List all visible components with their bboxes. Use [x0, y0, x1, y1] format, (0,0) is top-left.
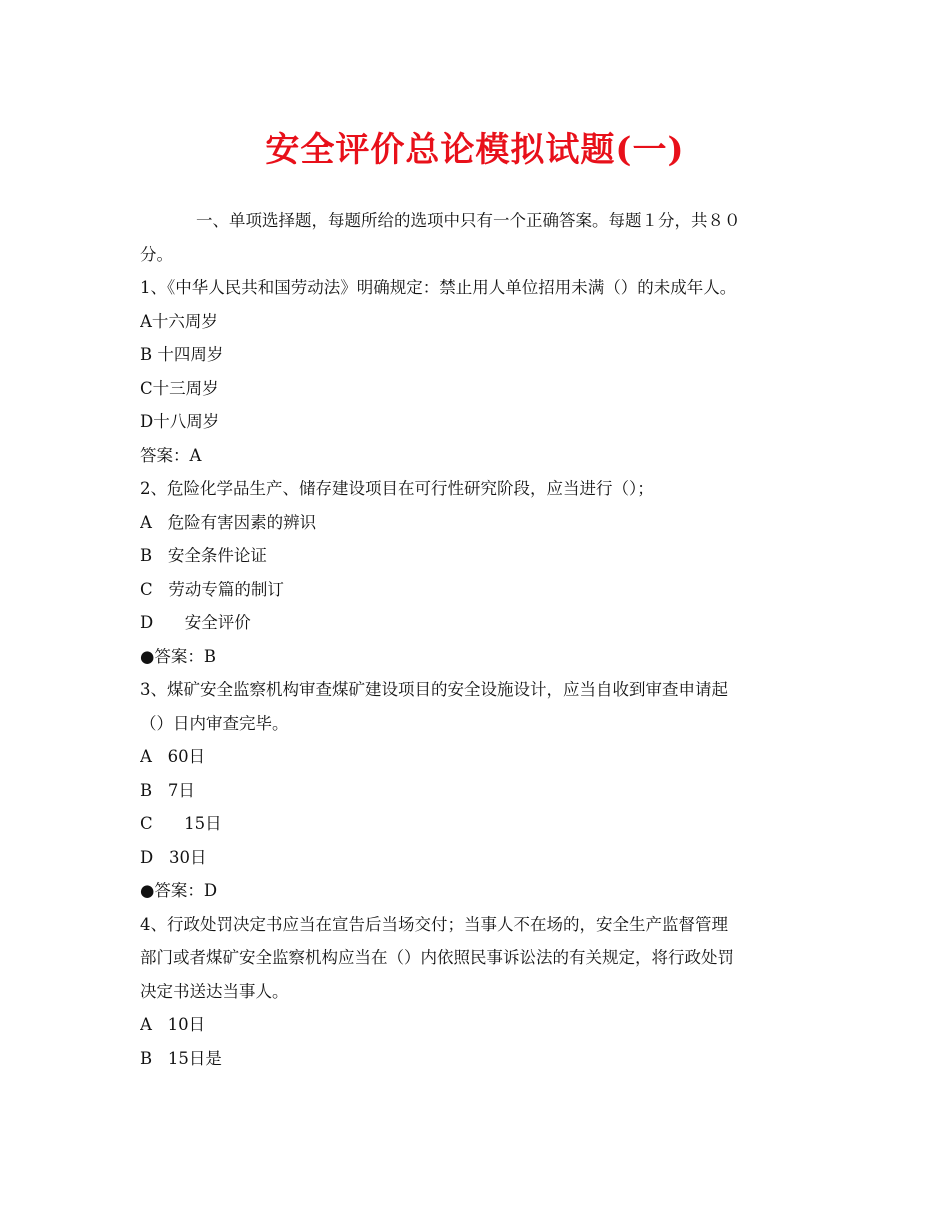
section-heading-cont: 分。 — [140, 244, 173, 264]
question-1: 1、《中华人民共和国劳动法》明确规定：禁止用人单位招用未满（）的未成年人。 — [140, 278, 737, 297]
document-title: 安全评价总论模拟试题(一) — [265, 130, 685, 170]
q2-option-c: C 劳动专篇的制订 — [140, 579, 284, 599]
q2-option-d: D 安全评价 — [140, 613, 251, 632]
q2-option-b: B 安全条件论证 — [140, 546, 267, 565]
question-4: 4、行政处罚决定书应当在宣告后当场交付；当事人不在场的，安全生产监督管理 — [140, 914, 728, 934]
q2-answer: ●答案：B — [140, 646, 217, 666]
q4-option-b: B 15日是 — [140, 1048, 222, 1068]
question-4-cont-1: 部门或者煤矿安全监察机构应当在（）内依照民事诉讼法的有关规定，将行政处罚 — [140, 948, 734, 967]
q1-option-b: B 十四周岁 — [140, 345, 224, 364]
question-3-cont: （）日内审查完毕。 — [140, 713, 289, 733]
q3-option-d: D 30日 — [140, 847, 207, 867]
document-body — [140, 204, 815, 1075]
question-4-cont-2: 决定书送达当事人。 — [140, 981, 289, 1001]
q1-option-c: C十三周岁 — [140, 378, 219, 398]
section-heading: 一、单项选择题，每题所给的选项中只有一个正确答案。每题１分，共８０ — [196, 211, 741, 230]
q1-option-d: D十八周岁 — [140, 412, 220, 431]
q3-option-b: B 7日 — [140, 780, 195, 800]
q3-answer: ●答案：D — [140, 881, 218, 900]
q3-option-c: C 15日 — [140, 814, 222, 833]
q2-option-a: A 危险有害因素的辨识 — [140, 512, 317, 532]
q1-option-a: A十六周岁 — [140, 311, 218, 331]
q3-option-a: A 60日 — [140, 747, 206, 766]
question-3: 3、煤矿安全监察机构审查煤矿建设项目的安全设施设计，应当自收到审查申请起 — [140, 680, 728, 699]
q1-answer: 答案：A — [140, 445, 202, 465]
question-2: 2、危险化学品生产、储存建设项目在可行性研究阶段，应当进行（）； — [140, 479, 654, 498]
q4-option-a: A 10日 — [140, 1015, 206, 1034]
